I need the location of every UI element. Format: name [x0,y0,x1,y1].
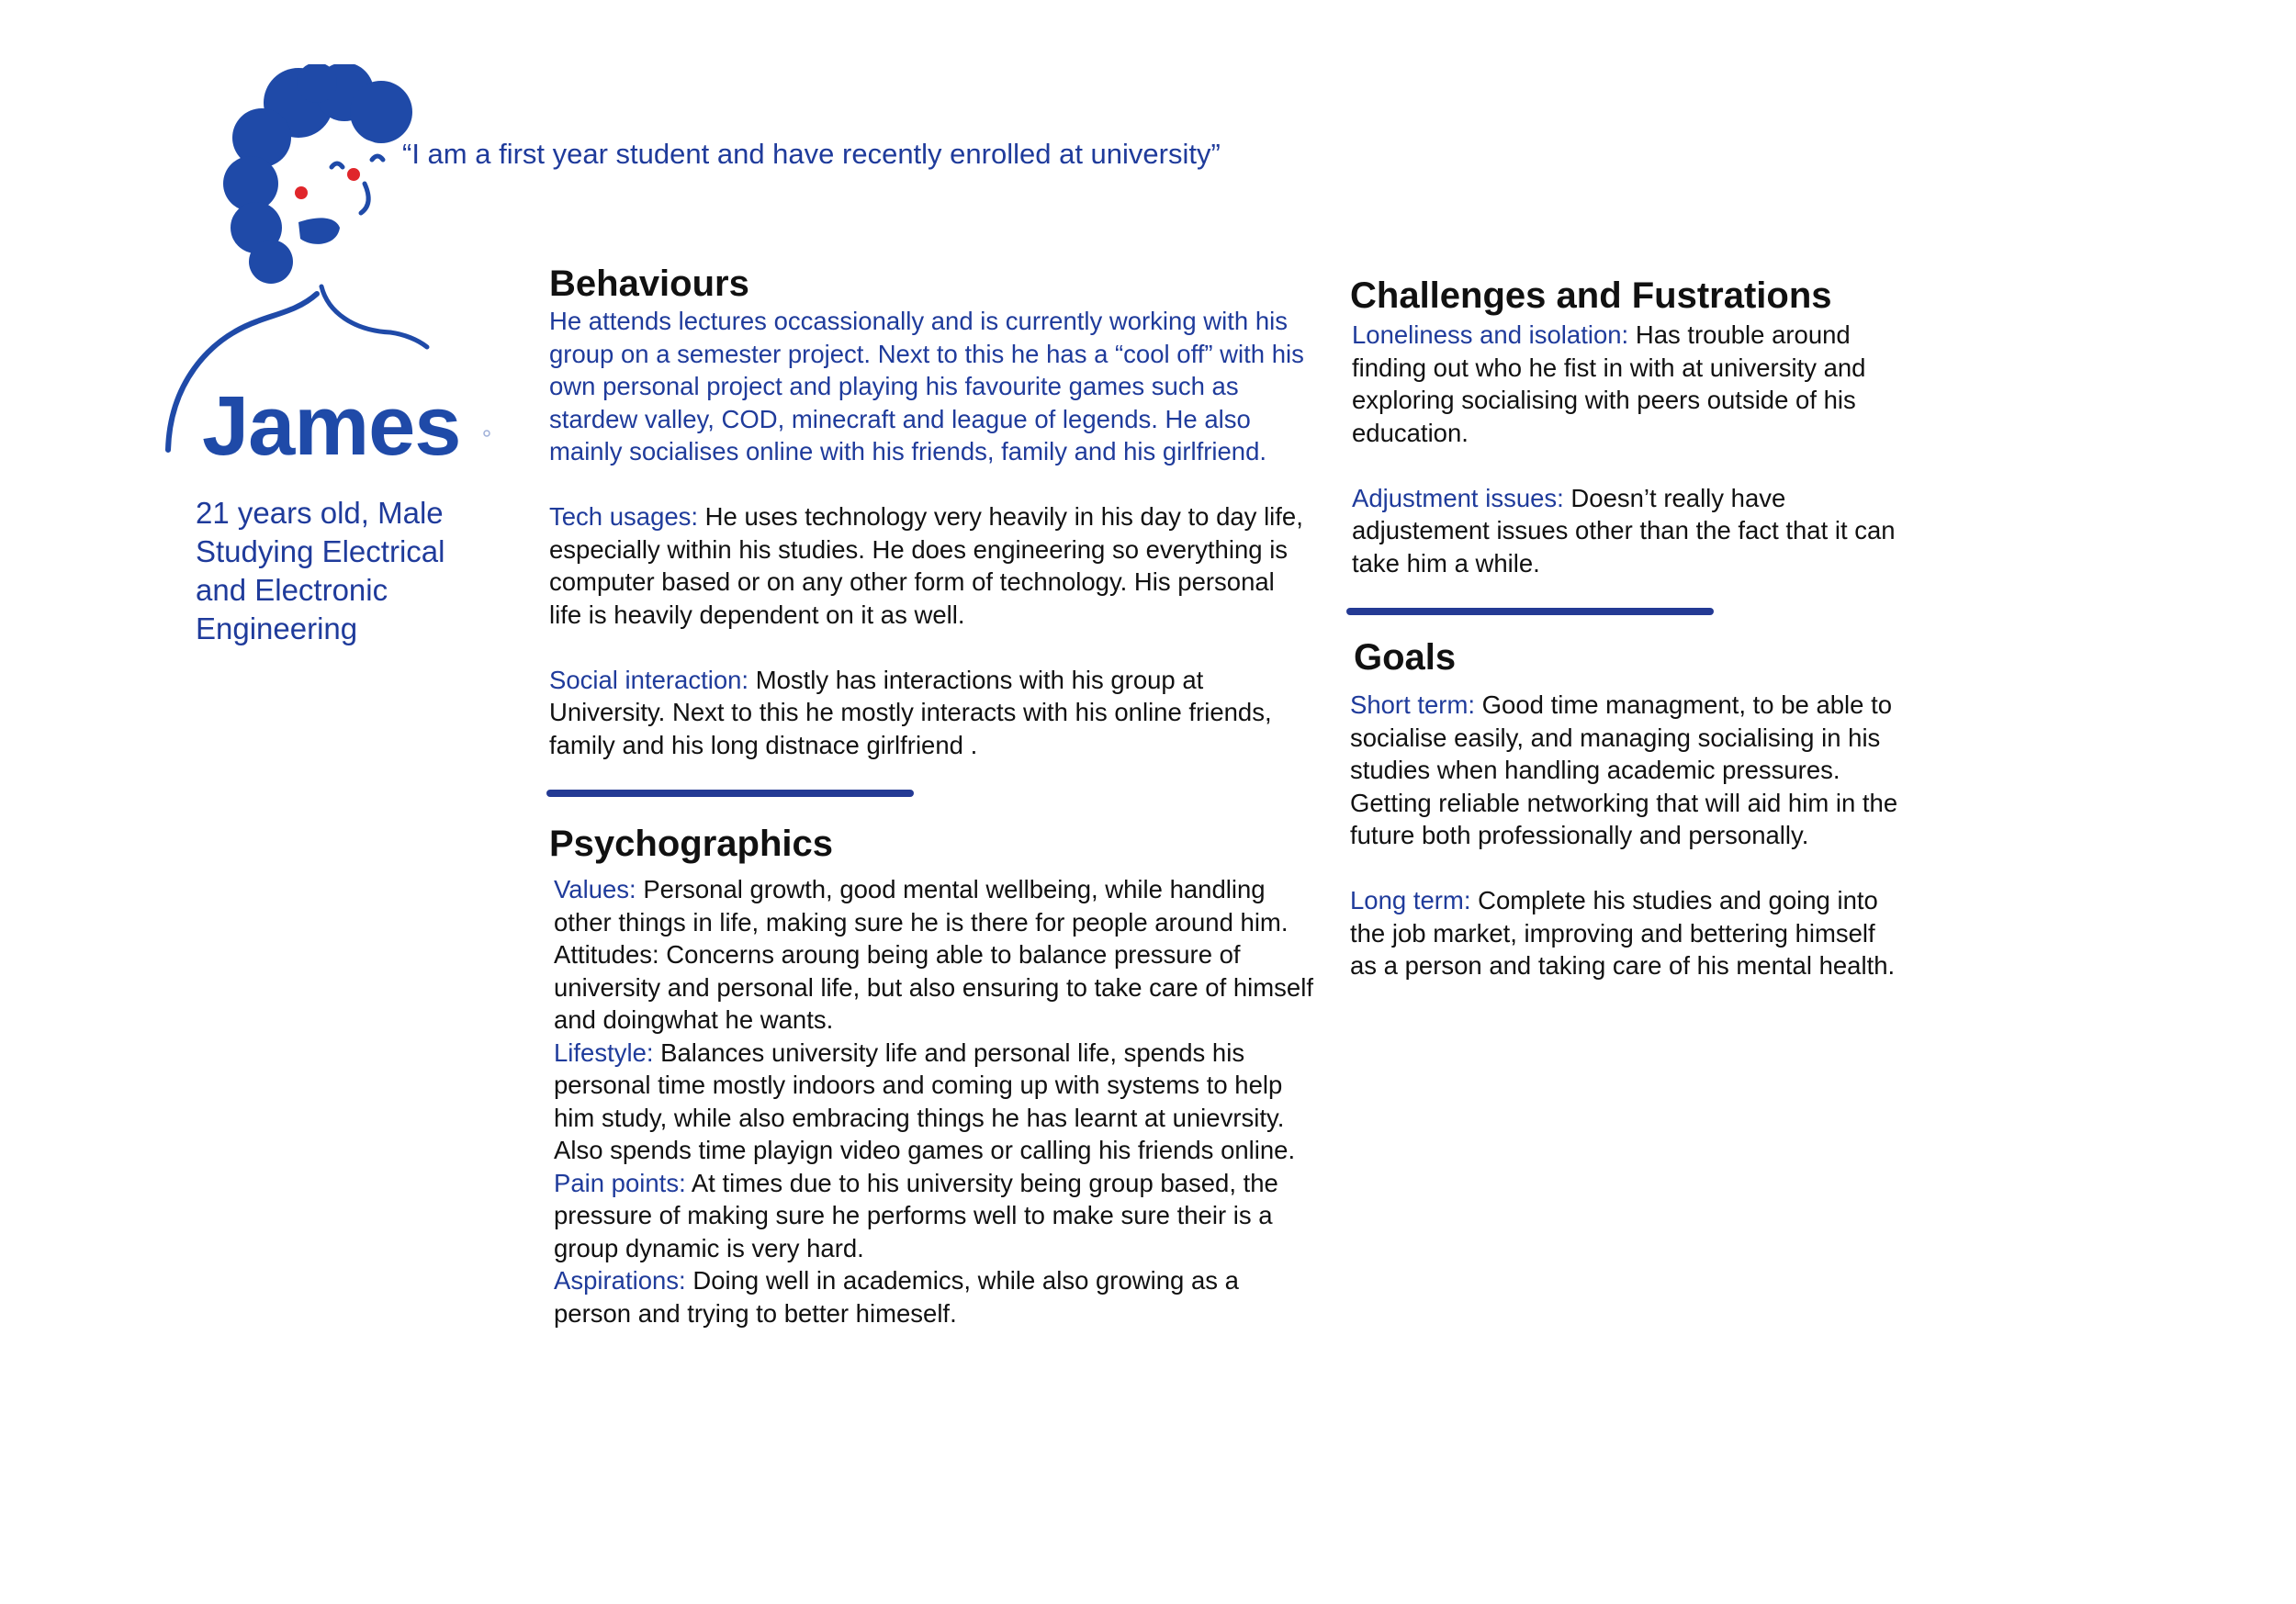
profile-line: and Electronic [196,573,388,607]
short-term-paragraph [1350,689,1901,852]
pain-points-paragraph [554,1167,1316,1265]
goals-title: Goals [1354,637,1457,678]
pain-points-text: At times due to his university being group based, the pressure of making sure he performs well to make sure their is a group dynamic is very hard. [554,1168,1278,1262]
values-label: Values: [554,875,636,903]
loneliness-label: Loneliness and isolation: [1352,320,1629,349]
short-term-text: Good time managment, to be able to socialise easily, and managing socialising in his studies when handling academic pressures. Getting reliable networking that will aid him in the future both professionally and personally. [1350,690,1898,849]
behaviours-title: Behaviours [549,264,749,304]
adjustment-paragraph [1352,482,1903,580]
short-term-label: Short term: [1350,690,1476,719]
attitudes-paragraph: Attitudes: Concerns aroung being able to balance pressure of university and personal life, but also ensuring to take care of himself and doingwhat he wants. [554,940,1313,1034]
tech-usages-text: He uses technology very heavily in his day to day life, especially within his studies. He does engineering so everything is computer based or on any other form of technology. His personal life is heavily dependent on it as well. [549,502,1303,629]
section-divider [546,790,914,797]
challenges-body [1352,319,1903,579]
persona-name: James [202,379,461,473]
long-term-label: Long term: [1350,886,1471,914]
aspirations-text: Doing well in academics, while also growing as a person and trying to better himeself. [554,1266,1239,1328]
section-divider [1346,608,1714,615]
social-interaction-text: Mostly has interactions with his group at University. Next to this he mostly interacts with his online friends, family and his long distnace girlfriend . [549,665,1272,759]
aspirations-paragraph [554,1264,1316,1329]
adjustment-label: Adjustment issues: [1352,483,1564,512]
lifestyle-label: Lifestyle: [554,1038,654,1067]
profile-line: Studying Electrical [196,534,445,568]
profile-line: 21 years old, Male [196,496,444,530]
pain-points-label: Pain points: [554,1168,686,1197]
challenges-title: Challenges and Fustrations [1350,275,1832,316]
adjustment-text: Doesn’t really have adjustement issues other than the fact that it can take him a while. [1352,483,1896,578]
lifestyle-text: Balances university life and personal life, spends his personal time mostly indoors and coming up with systems to help him study, while also embracing things he has learnt at unievrsity. Also spends time playign video games or calling his friends online. [554,1038,1296,1164]
lifestyle-paragraph [554,1037,1316,1167]
persona-profile [196,494,508,648]
tech-usages-label: Tech usages: [549,502,699,531]
loneliness-paragraph [1352,319,1903,449]
social-interaction-paragraph [549,664,1311,762]
aspirations-label: Aspirations: [554,1266,686,1295]
psychographics-body [554,873,1316,1329]
profile-line: Engineering [196,611,358,645]
persona-quote: “I am a first year student and have recently enrolled at university” [402,138,1221,170]
behaviours-intro: He attends lectures occassionally and is currently working with his group on a semester project. Next to this he has a “cool off” with his own personal project and playing his favourite games such as stardew valley, COD, minecraft and league of legends. He also mainly socialises online with his friends, family and his girlfriend. [549,307,1304,465]
behaviours-body [549,305,1311,761]
values-text: Personal growth, good mental wellbeing, while handling other things in life, making sure he is there for people around him. [554,875,1289,937]
values-paragraph [554,873,1316,938]
long-term-paragraph [1350,884,1901,982]
psychographics-title: Psychographics [549,824,834,864]
goals-body [1350,689,1901,982]
social-interaction-label: Social interaction: [549,665,749,694]
persona-avatar [161,64,528,473]
loneliness-text: Has trouble around finding out who he fist in with at university and exploring socialising with peers outside of his education. [1352,320,1866,447]
long-term-text: Complete his studies and going into the job market, improving and bettering himself as a person and taking care of his mental health. [1350,886,1896,980]
tech-usages-paragraph [549,500,1311,631]
